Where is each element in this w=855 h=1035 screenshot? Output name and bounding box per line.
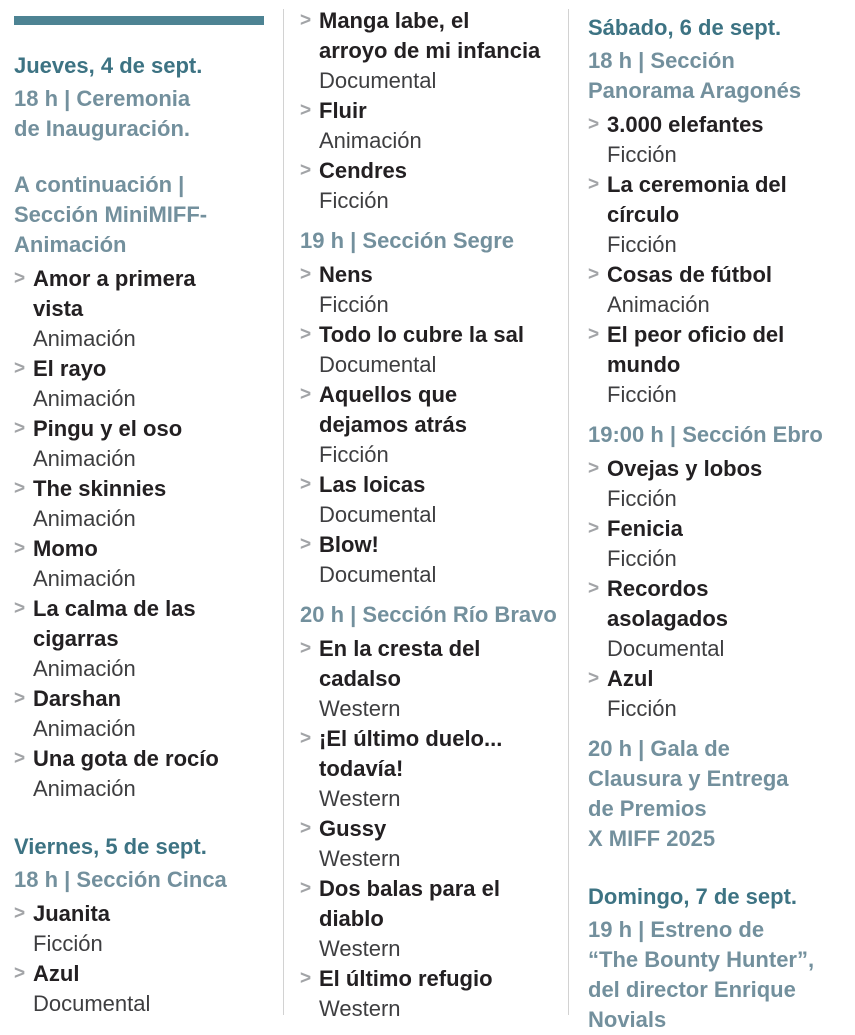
film-item: [14, 959, 275, 1019]
chevron-bullet-icon: >: [300, 968, 312, 989]
film-text: [319, 380, 562, 470]
chevron-bullet-icon: >: [300, 324, 312, 345]
session-heading: 18 h | Sección Cinca: [14, 867, 227, 892]
film-genre: Animación: [33, 446, 136, 471]
film-item: [14, 264, 275, 354]
session-heading: 19 h | Estreno de “The Bounty Hunter”, del director Enrique Novials: [588, 917, 815, 1032]
film-title: Una gota de rocío: [33, 746, 219, 771]
film-title: La calma de las cigarras: [33, 596, 196, 651]
session-heading: 18 h | Sección Panorama Aragonés: [588, 48, 802, 103]
film-item: [588, 454, 850, 514]
film-genre: Animación: [33, 716, 136, 741]
chevron-bullet-icon: >: [14, 963, 26, 984]
film-text: [33, 744, 275, 804]
film-genre: Documental: [319, 352, 437, 377]
film-item: [300, 380, 562, 470]
film-title: Azul: [607, 666, 654, 691]
program-column-2: [284, 0, 568, 1024]
film-title: Recordos asolagados: [607, 576, 729, 631]
film-item: [300, 96, 562, 156]
chevron-bullet-icon: >: [14, 748, 26, 769]
film-text: [319, 6, 562, 96]
film-genre: Western: [319, 846, 401, 871]
film-title: El último refugio: [319, 966, 493, 991]
chevron-bullet-icon: >: [14, 538, 26, 559]
film-item: [300, 530, 562, 590]
film-genre: Western: [319, 786, 401, 811]
film-genre: Ficción: [607, 232, 677, 257]
film-text: [319, 814, 562, 874]
chevron-bullet-icon: >: [588, 578, 600, 599]
chevron-bullet-icon: >: [588, 264, 600, 285]
film-item: [14, 474, 275, 534]
film-item: [588, 110, 850, 170]
chevron-bullet-icon: >: [588, 668, 600, 689]
film-genre: Documental: [319, 502, 437, 527]
film-title: Las loicas: [319, 472, 426, 497]
film-text: [33, 414, 275, 474]
film-item: [588, 260, 850, 320]
film-item: [14, 744, 275, 804]
film-text: [607, 260, 850, 320]
chevron-bullet-icon: >: [588, 458, 600, 479]
film-text: [607, 574, 850, 664]
film-text: [319, 470, 562, 530]
film-text: [319, 260, 562, 320]
film-title: Manga labe, el arroyo de mi infancia: [319, 8, 541, 63]
film-item: [588, 574, 850, 664]
program-column-3: [569, 0, 854, 1032]
film-text: [33, 899, 275, 959]
film-genre: Western: [319, 696, 401, 721]
film-genre: Animación: [33, 656, 136, 681]
film-genre: Ficción: [33, 931, 103, 956]
accent-bar: [14, 16, 264, 25]
film-text: [33, 354, 275, 414]
film-title: ¡El último duelo... todavía!: [319, 726, 503, 781]
film-title: Nens: [319, 262, 373, 287]
film-genre: Documental: [319, 562, 437, 587]
film-genre: Ficción: [319, 292, 389, 317]
film-item: [14, 899, 275, 959]
film-item: [588, 514, 850, 574]
chevron-bullet-icon: >: [588, 324, 600, 345]
film-text: [607, 320, 850, 410]
film-text: [319, 156, 562, 216]
film-text: [607, 454, 850, 514]
film-text: [319, 96, 562, 156]
chevron-bullet-icon: >: [300, 728, 312, 749]
film-item: [300, 634, 562, 724]
session-heading: 19 h | Sección Segre: [300, 228, 515, 253]
film-text: [33, 474, 275, 534]
film-text: [319, 530, 562, 590]
session-heading: 19:00 h | Sección Ebro: [588, 422, 823, 447]
film-item: [588, 170, 850, 260]
film-genre: Western: [319, 996, 401, 1021]
film-title: Pingu y el oso: [33, 416, 183, 441]
chevron-bullet-icon: >: [588, 114, 600, 135]
chevron-bullet-icon: >: [14, 688, 26, 709]
film-genre: Ficción: [319, 188, 389, 213]
program-column-1: [0, 0, 283, 1024]
film-item: [14, 534, 275, 594]
film-item: [14, 684, 275, 744]
film-item: [300, 724, 562, 814]
film-genre: Animación: [319, 128, 422, 153]
film-genre: Animación: [33, 776, 136, 801]
chevron-bullet-icon: >: [300, 638, 312, 659]
chevron-bullet-icon: >: [300, 818, 312, 839]
session-heading: 20 h | Sección Río Bravo: [300, 602, 557, 627]
film-title: El rayo: [33, 356, 107, 381]
film-title: Dos balas para el diablo: [319, 876, 500, 931]
chevron-bullet-icon: >: [300, 878, 312, 899]
film-genre: Documental: [33, 991, 151, 1016]
film-title: Cendres: [319, 158, 408, 183]
film-text: [607, 170, 850, 260]
chevron-bullet-icon: >: [300, 384, 312, 405]
chevron-bullet-icon: >: [300, 100, 312, 121]
film-title: La ceremonia del círculo: [607, 172, 787, 227]
film-item: [14, 414, 275, 474]
chevron-bullet-icon: >: [300, 264, 312, 285]
film-genre: Animación: [33, 386, 136, 411]
film-item: [300, 874, 562, 964]
film-text: [319, 874, 562, 964]
chevron-bullet-icon: >: [300, 474, 312, 495]
film-genre: Documental: [319, 68, 437, 93]
film-item: [300, 260, 562, 320]
film-title: Darshan: [33, 686, 122, 711]
film-item: [300, 470, 562, 530]
film-text: [33, 959, 275, 1019]
film-text: [607, 664, 850, 724]
day-heading: Jueves, 4 de sept.: [14, 53, 203, 78]
film-text: [33, 534, 275, 594]
film-genre: Documental: [607, 636, 725, 661]
film-title: Ovejas y lobos: [607, 456, 763, 481]
film-genre: Ficción: [607, 382, 677, 407]
film-title: Momo: [33, 536, 98, 561]
film-title: Amor a primera vista: [33, 266, 196, 321]
film-text: [319, 634, 562, 724]
film-title: Fluir: [319, 98, 367, 123]
film-item: [300, 814, 562, 874]
film-item: [14, 594, 275, 684]
film-genre: Animación: [33, 326, 136, 351]
chevron-bullet-icon: >: [588, 174, 600, 195]
film-title: Blow!: [319, 532, 379, 557]
day-heading: Sábado, 6 de sept.: [588, 15, 782, 40]
film-title: The skinnies: [33, 476, 167, 501]
film-title: Fenicia: [607, 516, 683, 541]
session-heading: 18 h | Ceremonia de Inauguración.: [14, 86, 191, 141]
film-text: [319, 964, 562, 1024]
film-title: Todo lo cubre la sal: [319, 322, 524, 347]
film-title: Aquellos que dejamos atrás: [319, 382, 467, 437]
chevron-bullet-icon: >: [14, 358, 26, 379]
film-title: En la cresta del cadalso: [319, 636, 481, 691]
chevron-bullet-icon: >: [14, 268, 26, 289]
film-title: Azul: [33, 961, 80, 986]
film-genre: Ficción: [607, 546, 677, 571]
film-text: [33, 264, 275, 354]
film-genre: Ficción: [607, 142, 677, 167]
day-heading: Domingo, 7 de sept.: [588, 884, 798, 909]
film-item: [300, 964, 562, 1024]
film-item: [300, 6, 562, 96]
film-title: Cosas de fútbol: [607, 262, 773, 287]
chevron-bullet-icon: >: [14, 418, 26, 439]
chevron-bullet-icon: >: [14, 598, 26, 619]
session-heading: A continuación | Sección MiniMIFF- Animación: [14, 172, 208, 257]
film-text: [33, 594, 275, 684]
chevron-bullet-icon: >: [300, 10, 312, 31]
chevron-bullet-icon: >: [300, 160, 312, 181]
film-title: Gussy: [319, 816, 387, 841]
film-text: [607, 514, 850, 574]
film-item: [14, 354, 275, 414]
chevron-bullet-icon: >: [588, 518, 600, 539]
film-text: [319, 724, 562, 814]
film-item: [300, 320, 562, 380]
film-title: 3.000 elefantes: [607, 112, 764, 137]
film-genre: Animación: [33, 566, 136, 591]
film-genre: Western: [319, 936, 401, 961]
film-text: [319, 320, 562, 380]
film-title: El peor oficio del mundo: [607, 322, 785, 377]
film-item: [588, 664, 850, 724]
film-text: [33, 684, 275, 744]
chevron-bullet-icon: >: [300, 534, 312, 555]
session-heading: 20 h | Gala de Clausura y Entrega de Premios X MIFF 2025: [588, 736, 789, 851]
film-item: [300, 156, 562, 216]
film-genre: Ficción: [607, 696, 677, 721]
film-genre: Animación: [607, 292, 710, 317]
film-genre: Ficción: [607, 486, 677, 511]
film-genre: Animación: [33, 506, 136, 531]
day-heading: Viernes, 5 de sept.: [14, 834, 207, 859]
chevron-bullet-icon: >: [14, 903, 26, 924]
film-genre: Ficción: [319, 442, 389, 467]
chevron-bullet-icon: >: [14, 478, 26, 499]
film-item: [588, 320, 850, 410]
film-title: Juanita: [33, 901, 111, 926]
film-text: [607, 110, 850, 170]
